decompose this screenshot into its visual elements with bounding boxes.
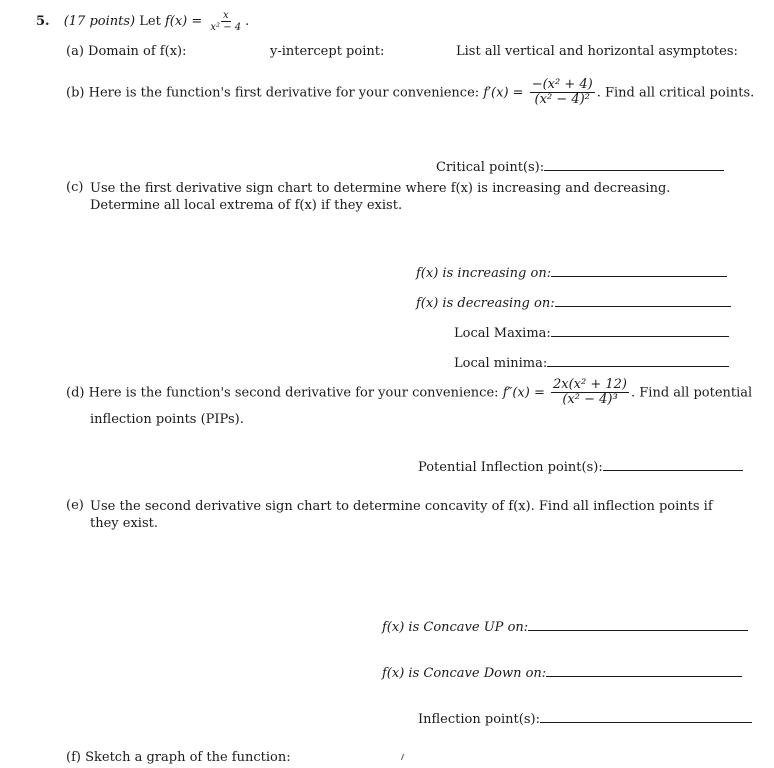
- part-d-label: (d): [66, 385, 85, 401]
- first-derivative-denominator: (x² − 4)²: [534, 92, 590, 108]
- part-d-after: . Find all potential: [631, 385, 753, 401]
- part-e-text: Use the second derivative sign chart to determine concavity of f(x). Find all inflection points if they exist.: [90, 499, 713, 531]
- local-max-label: Local Maxima:: [454, 326, 551, 341]
- concave-up-label: f(x) is Concave UP on:: [382, 620, 529, 635]
- concave-down-label: f(x) is Concave Down on:: [382, 666, 547, 681]
- second-derivative-denominator: (x² − 4)³: [562, 392, 618, 408]
- decreasing-row: [416, 296, 731, 312]
- critical-points-row: [436, 160, 724, 176]
- inflection-answer-line[interactable]: [540, 722, 752, 723]
- problem-header: [36, 10, 249, 33]
- part-e-label: (e): [66, 498, 84, 513]
- part-b: [66, 78, 754, 108]
- asymptotes-label: List all vertical and horizontal asymptotes:: [456, 44, 738, 59]
- critical-points-answer-line[interactable]: [544, 170, 724, 171]
- inflection-row: [418, 712, 752, 728]
- inflection-label: Inflection point(s):: [418, 712, 540, 727]
- yintercept-label: y-intercept point:: [270, 44, 385, 59]
- increasing-answer-line[interactable]: [551, 276, 727, 277]
- local-min-row: [454, 356, 729, 372]
- function-numerator: x: [222, 10, 229, 21]
- second-derivative-lhs: f″(x) =: [502, 385, 545, 401]
- concave-up-row: [382, 620, 748, 636]
- first-derivative-numerator: −(x² + 4): [531, 77, 593, 92]
- part-c-text: Use the first derivative sign chart to determine where f(x) is increasing and decreasing. Determine all local extrema of f(x) if they exist.: [90, 181, 671, 213]
- critical-points-label: Critical point(s):: [436, 160, 545, 175]
- part-b-label: (b): [66, 85, 85, 101]
- part-f-text: Sketch a graph of the function:: [85, 750, 291, 765]
- let-text: Let: [139, 14, 161, 29]
- local-min-answer-line[interactable]: [547, 366, 729, 367]
- local-max-answer-line[interactable]: [551, 336, 729, 337]
- local-min-label: Local minima:: [454, 356, 548, 371]
- problem-number: 5.: [36, 14, 50, 29]
- part-f-label: (f): [66, 750, 81, 765]
- pip-label: Potential Inflection point(s):: [418, 460, 603, 475]
- part-b-after: . Find all critical points.: [596, 85, 755, 101]
- part-d-line2: inflection points (PIPs).: [90, 412, 244, 427]
- concave-up-answer-line[interactable]: [528, 630, 748, 631]
- increasing-row: [416, 266, 727, 282]
- first-derivative-lhs: f′(x) =: [483, 85, 524, 101]
- concave-down-answer-line[interactable]: [546, 676, 742, 677]
- part-a-domain: [66, 44, 186, 60]
- decreasing-answer-line[interactable]: [555, 306, 731, 307]
- part-c: [66, 180, 742, 214]
- pip-answer-line[interactable]: [603, 470, 743, 471]
- second-derivative-fraction: [551, 378, 629, 408]
- part-b-text: Here is the function's first derivative for your convenience:: [88, 85, 480, 101]
- part-f: [66, 750, 291, 766]
- second-derivative-numerator: 2x(x² + 12): [553, 377, 627, 392]
- domain-label: Domain of f(x):: [88, 44, 187, 59]
- function-denominator: x² − 4: [210, 22, 242, 33]
- part-d: [66, 378, 752, 408]
- stray-mark: [401, 754, 407, 760]
- function-lhs: f(x) =: [164, 14, 203, 29]
- part-c-label: (c): [66, 180, 84, 195]
- concave-down-row: [382, 666, 742, 682]
- part-d-text: Here is the function's second derivative for your convenience:: [88, 385, 499, 401]
- function-period: .: [245, 14, 250, 29]
- part-a-label: (a): [66, 44, 84, 59]
- increasing-label: f(x) is increasing on:: [416, 266, 552, 281]
- local-max-row: [454, 326, 729, 342]
- part-e: [66, 498, 742, 532]
- problem-points: (17 points): [63, 14, 136, 29]
- function-fraction: [208, 10, 243, 33]
- first-derivative-fraction: [530, 78, 595, 108]
- decreasing-label: f(x) is decreasing on:: [416, 296, 555, 311]
- pip-row: [418, 460, 743, 476]
